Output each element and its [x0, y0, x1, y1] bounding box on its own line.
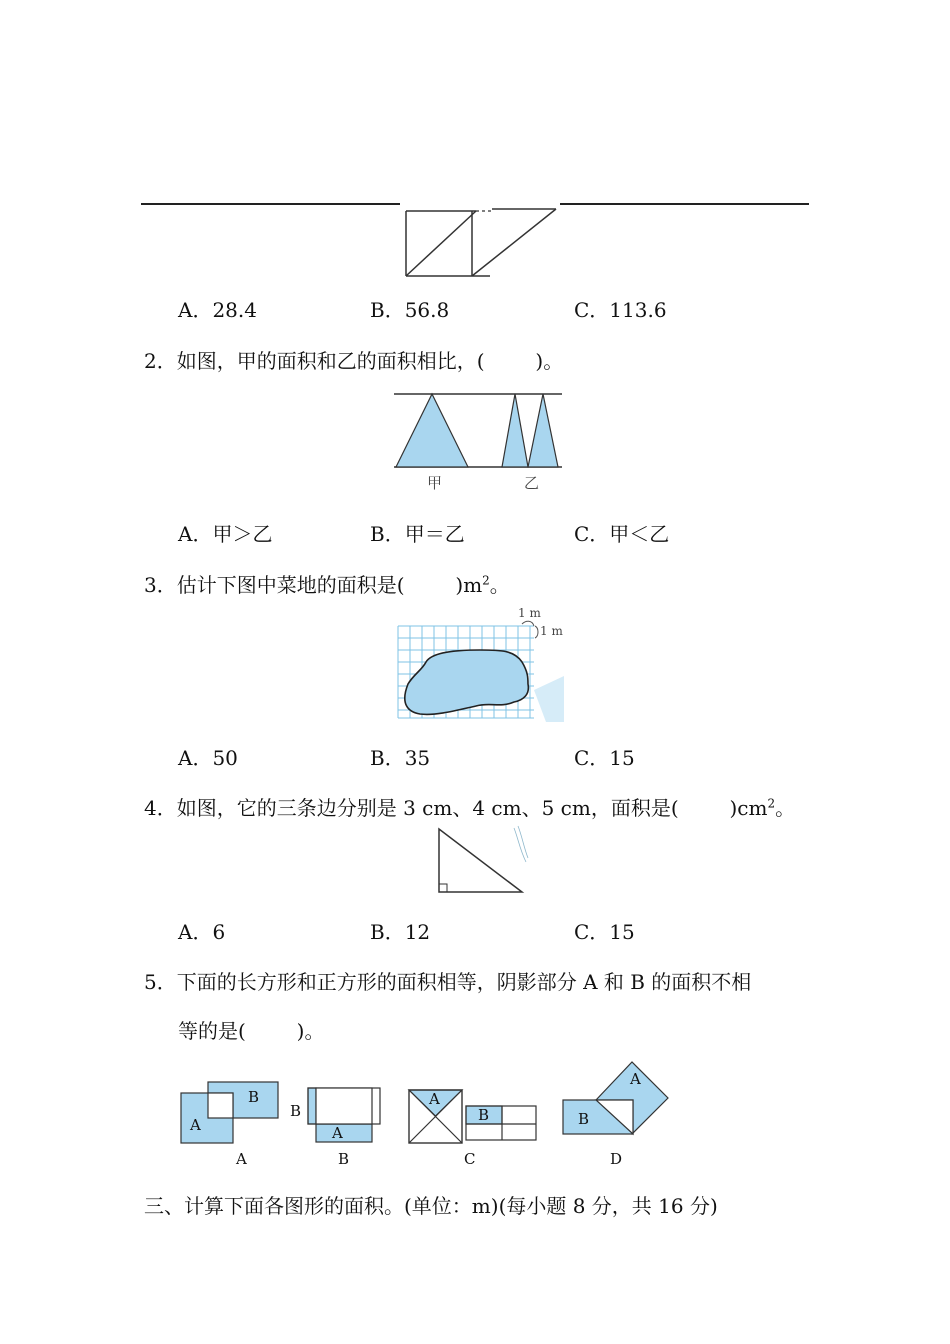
- q3-stem: 3．估计下图中菜地的面积是( )$m^2$。: [144, 573, 510, 597]
- q4-decor: [514, 826, 528, 862]
- q5d-label-b: B: [578, 1110, 590, 1128]
- q5-stem-line1: 5．下面的长方形和正方形的面积相等，阴影部分 A 和 B 的面积不相: [144, 970, 752, 994]
- q1-diagonal: [406, 211, 476, 276]
- q2-triangle-yi-1: [502, 394, 528, 467]
- q2-stem: 2．如图，甲的面积和乙的面积相比，( )。: [144, 349, 564, 373]
- q1-option-b[interactable]: B．56.8: [370, 298, 450, 322]
- q1-para-side: [472, 209, 556, 276]
- q1-option-c[interactable]: C．113.6: [574, 298, 667, 322]
- q4-right-angle-mark: [439, 884, 447, 892]
- q5d-caption: D: [610, 1150, 623, 1168]
- q5-figure-b[interactable]: [288, 1086, 386, 1172]
- q5c-label-b: B: [478, 1106, 490, 1124]
- q5a-caption: A: [236, 1150, 247, 1168]
- q3-grid: [396, 604, 566, 722]
- q3-figure: [396, 604, 566, 722]
- q5-figure-d[interactable]: [560, 1058, 672, 1172]
- q3-brace-top: [522, 621, 534, 626]
- q3-label-top: 1 m: [518, 606, 541, 620]
- q5c-label-a: A: [429, 1090, 440, 1108]
- q5b-label-b: B: [290, 1102, 302, 1120]
- q5b-caption: B: [338, 1150, 350, 1168]
- q2-triangle-yi-2: [528, 394, 558, 467]
- q3-decor: [534, 676, 564, 722]
- q1-option-a[interactable]: A．28.4: [178, 298, 257, 322]
- q5-stem-line2: 等的是( )。: [178, 1019, 325, 1043]
- q2-figure: [392, 390, 564, 495]
- q2-option-b[interactable]: B．甲＝乙: [370, 522, 465, 546]
- q3-option-a[interactable]: A．50: [178, 746, 238, 770]
- section3-title: 三、计算下面各图形的面积。(单位：m)(每小题 8 分，共 16 分): [144, 1194, 718, 1218]
- q4-figure: [434, 824, 534, 896]
- q5a-label-a: A: [190, 1116, 201, 1134]
- q2-option-c[interactable]: C．甲＜乙: [574, 522, 670, 546]
- q4-stem: 4．如图，它的三条边分别是 3 cm、4 cm、5 cm，面积是( )$cm^2$。: [144, 796, 796, 820]
- q5-figure-a[interactable]: [178, 1080, 282, 1172]
- q5c-caption: C: [464, 1150, 476, 1168]
- q5-figure-c[interactable]: [406, 1086, 540, 1172]
- q3-label-right: 1 m: [540, 624, 563, 638]
- q5d-label-a: A: [630, 1070, 641, 1088]
- q1-figure: [400, 200, 565, 282]
- q3-vegetable-field: [405, 650, 529, 714]
- q5b-label-a: A: [332, 1124, 343, 1142]
- q4-right-triangle: [439, 829, 522, 892]
- q2-label-jia: 甲: [427, 474, 443, 492]
- q3-brace-right: [535, 626, 538, 638]
- q4-option-a[interactable]: A．6: [178, 920, 226, 944]
- q3-option-b[interactable]: B．35: [370, 746, 431, 770]
- q3-option-c[interactable]: C．15: [574, 746, 635, 770]
- q2-option-a[interactable]: A．甲＞乙: [178, 522, 273, 546]
- q5a-label-b: B: [248, 1088, 260, 1106]
- q2-label-yi: 乙: [524, 474, 540, 492]
- q4-option-b[interactable]: B．12: [370, 920, 431, 944]
- q2-triangle-jia: [396, 394, 468, 467]
- q4-option-c[interactable]: C．15: [574, 920, 635, 944]
